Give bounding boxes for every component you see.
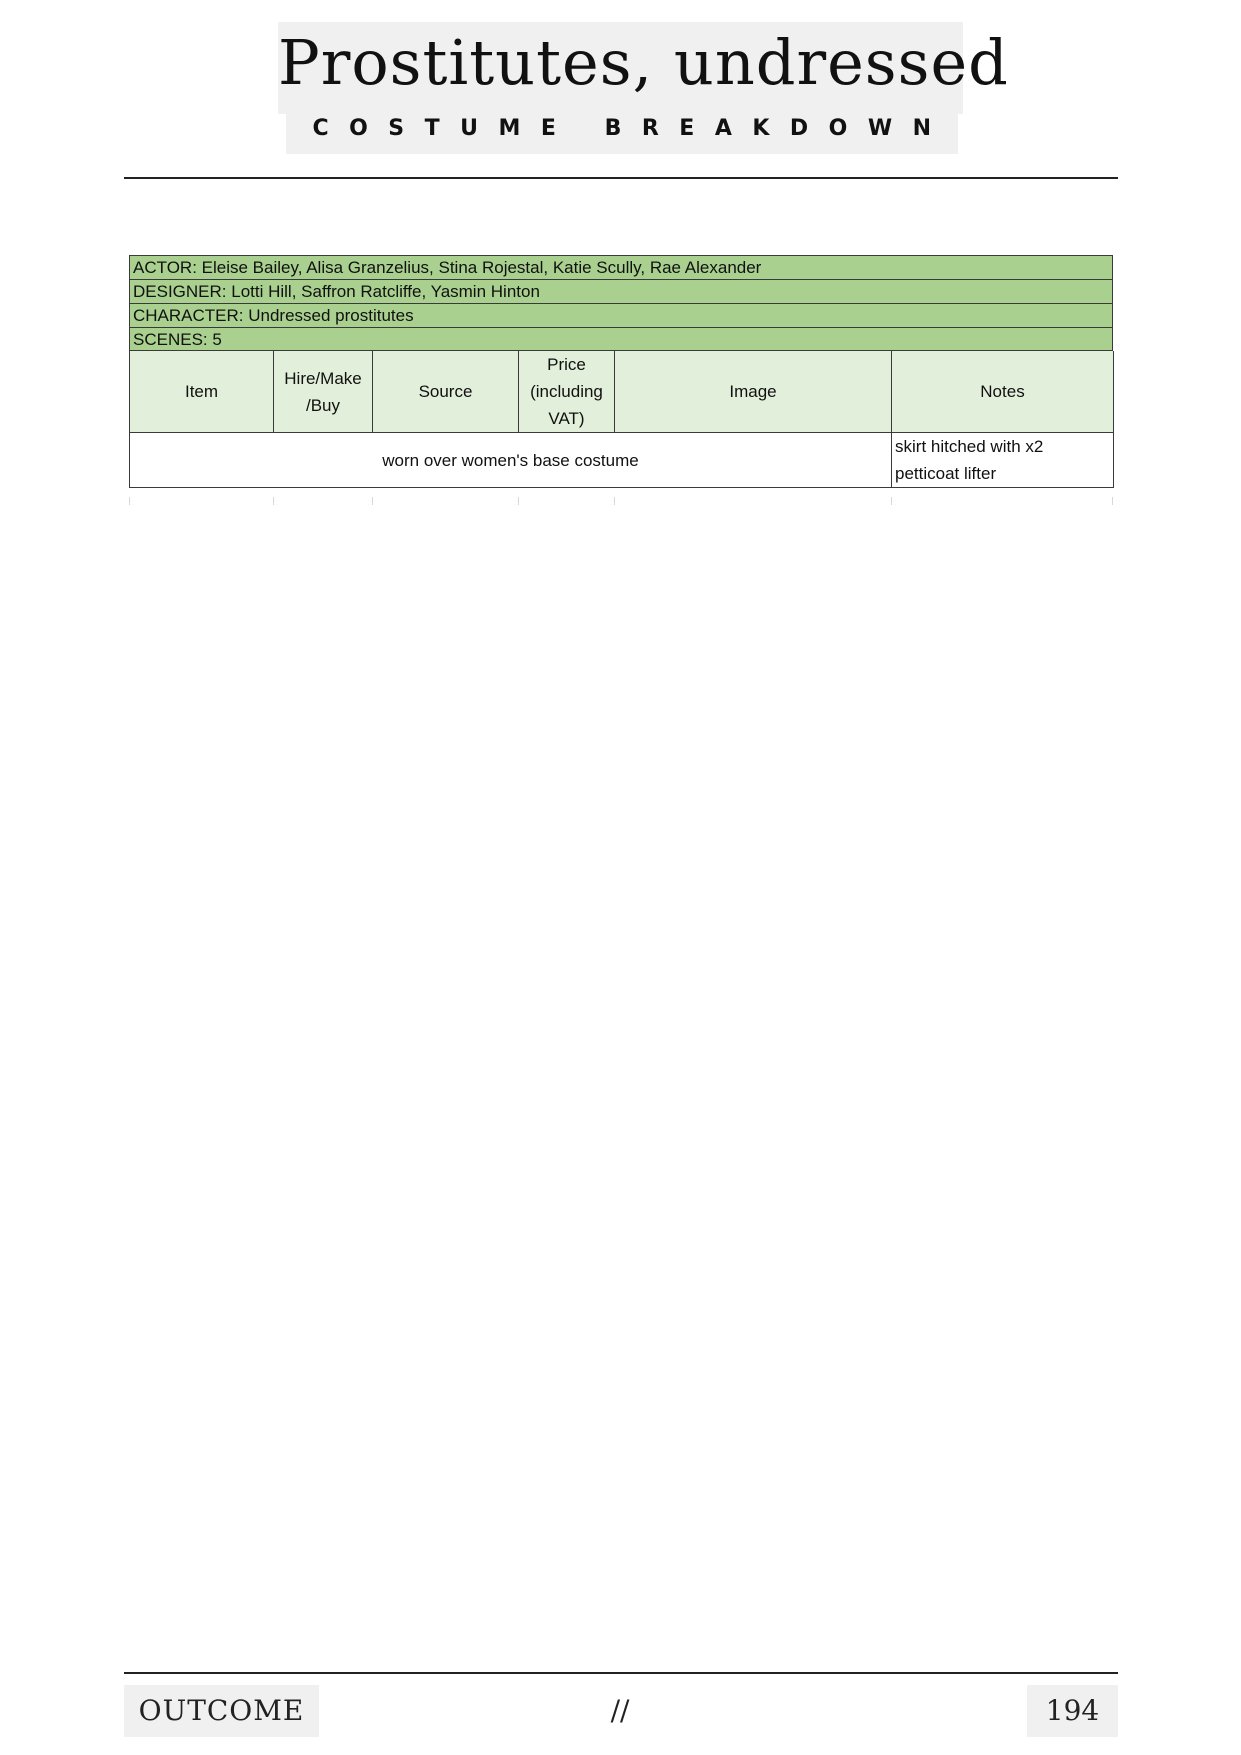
price-header-line-3: VAT) xyxy=(548,409,585,428)
gridline-stub xyxy=(518,497,519,505)
footer-divider xyxy=(124,1672,1118,1674)
scenes-row: SCENES: 5 xyxy=(129,327,1113,351)
image-header-label: Image xyxy=(729,382,777,401)
gridline-stub xyxy=(891,497,892,505)
column-header-source xyxy=(373,351,519,433)
merged-description-cell: worn over women's base costume xyxy=(130,433,892,488)
hire-header-line-2: /Buy xyxy=(305,395,341,415)
gridline-stub xyxy=(614,497,615,505)
page-number: 194 xyxy=(1045,1694,1100,1727)
hire-header-line-1: Hire/Make xyxy=(284,368,362,388)
page-title: Prostitutes, undressed xyxy=(278,26,1009,99)
designer-row: DESIGNER: Lotti Hill, Saffron Ratcliffe, Yasmin Hinton xyxy=(129,279,1113,303)
column-header-item xyxy=(130,351,274,433)
gridline-stub xyxy=(1112,497,1113,505)
price-header-line-2: (including xyxy=(530,382,603,401)
footer-separator: // xyxy=(610,1694,630,1727)
source-header-label: Source xyxy=(418,382,473,401)
header-divider xyxy=(124,177,1118,179)
price-header-line-1: Price xyxy=(547,355,586,374)
notes-line-1: skirt hitched with x2 xyxy=(895,437,1044,456)
table-header-row xyxy=(130,351,1114,433)
actor-row: ACTOR: Eleise Bailey, Alisa Granzelius, Stina Rojestal, Katie Scully, Rae Alexander xyxy=(129,255,1113,279)
notes-header-label: Notes xyxy=(980,382,1025,401)
character-row: CHARACTER: Undressed prostitutes xyxy=(129,303,1113,327)
column-header-hire-make-buy xyxy=(274,351,373,433)
column-header-price xyxy=(519,351,615,433)
item-header-label: Item xyxy=(184,382,219,401)
table-row xyxy=(130,433,1114,488)
column-header-image xyxy=(615,351,892,433)
section-label: OUTCOME xyxy=(138,1694,305,1727)
breakdown-table xyxy=(129,351,1114,488)
notes-cell xyxy=(892,433,1114,488)
gridline-stub xyxy=(372,497,373,505)
costume-breakdown-sheet xyxy=(129,255,1113,488)
gridline-stub xyxy=(273,497,274,505)
column-header-notes xyxy=(892,351,1114,433)
notes-line-2: petticoat lifter xyxy=(895,464,997,483)
page-subtitle: COSTUME BREAKDOWN xyxy=(312,116,952,141)
gridline-stub xyxy=(129,497,130,505)
